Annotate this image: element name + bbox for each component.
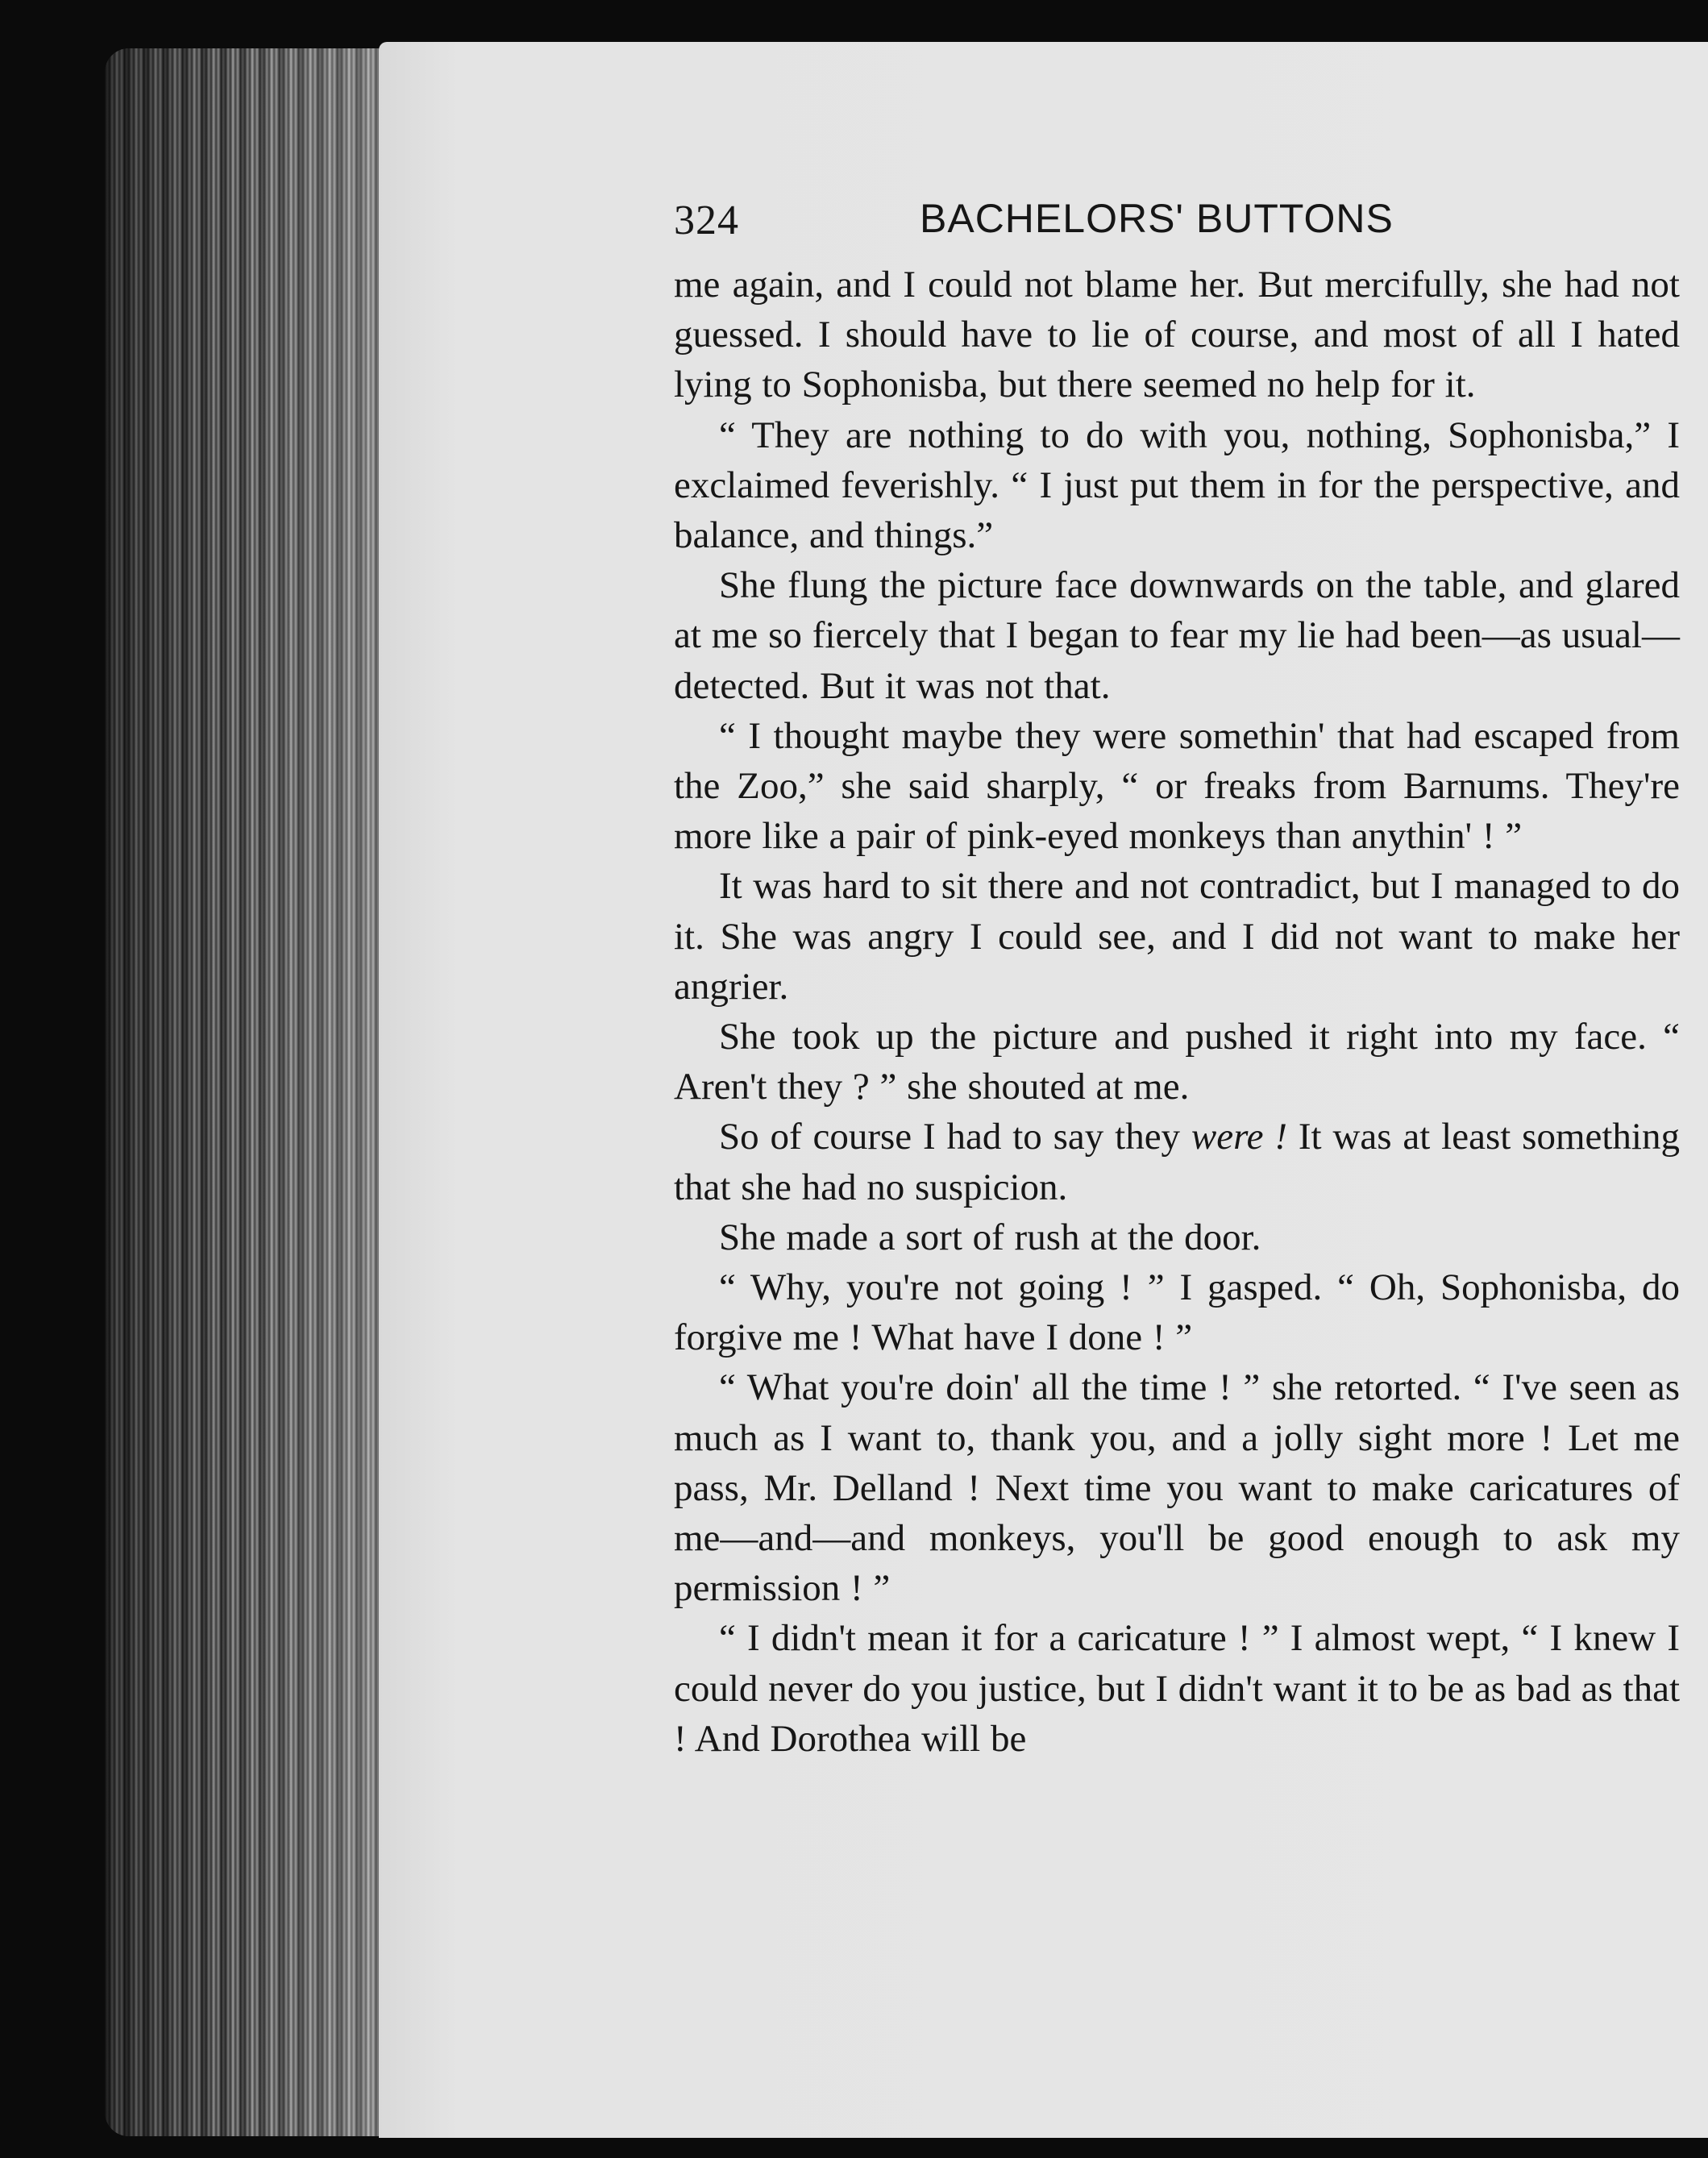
paragraph-9: “ Why, you're not going ! ” I gasped. “ Oh, Sophonisba, do forgive me ! What have I done ! ” [674,1266,1680,1359]
paragraph-5: It was hard to sit there and not contradict, but I managed to do it. She was angry I could see, and I did not want to make her angrier. [674,865,1680,1008]
paragraph-7 [674,1112,1680,1212]
paragraph-2: “ They are nothing to do with you, nothing, Sophonisba,” I exclaimed feverishly. “ I just put them in for the perspective, and balance, and things.” [674,414,1680,557]
paragraph-7-after: It was at least something that she had no suspicion. [674,1116,1680,1208]
page-content [674,187,1680,1764]
paragraph-10: “ What you're doin' all the time ! ” she retorted. “ I've seen as much as I want to, thank you, and a jolly sight more ! Let me pass, Mr. Delland ! Next time you want to make caricatures of me—and—and monkeys, you'll be good enough to ask my permission ! ” [674,1366,1680,1610]
paragraph-1: me again, and I could not blame her. But mercifully, she had not guessed. I should have to lie of course, and most of all I hated lying to Sophonisba, but there seemed no help for it. [674,264,1680,406]
paragraph-4: “ I thought maybe they were somethin' that had escaped from the Zoo,” she said sharply, “ or freaks from Barnums. They're more like a pair of pink-eyed monkeys than anythin' ! ” [674,714,1680,858]
running-head [674,187,1680,260]
paragraph-7-emphasis: were ! [1191,1116,1288,1158]
paragraph-11: “ I didn't mean it for a caricature ! ” I almost wept, “ I knew I could never do you justice, but I didn't want it to be as bad as that ! And Dorothea will be [674,1617,1680,1760]
page-number: 324 [674,198,739,243]
body-text [674,260,1680,1764]
paragraph-7-before: So of course I had to say they [719,1116,1191,1158]
paragraph-8: She made a sort of rush at the door. [719,1216,1261,1258]
paragraph-3: She flung the picture face downwards on the table, and glared at me so fiercely that I began to fear my lie had been—as usual—detected. But it was not that. [674,564,1680,707]
running-title: BACHELORS' BUTTONS [920,196,1394,241]
paragraph-6: She took up the picture and pushed it right into my face. “ Aren't they ? ” she shouted at me. [674,1016,1680,1108]
